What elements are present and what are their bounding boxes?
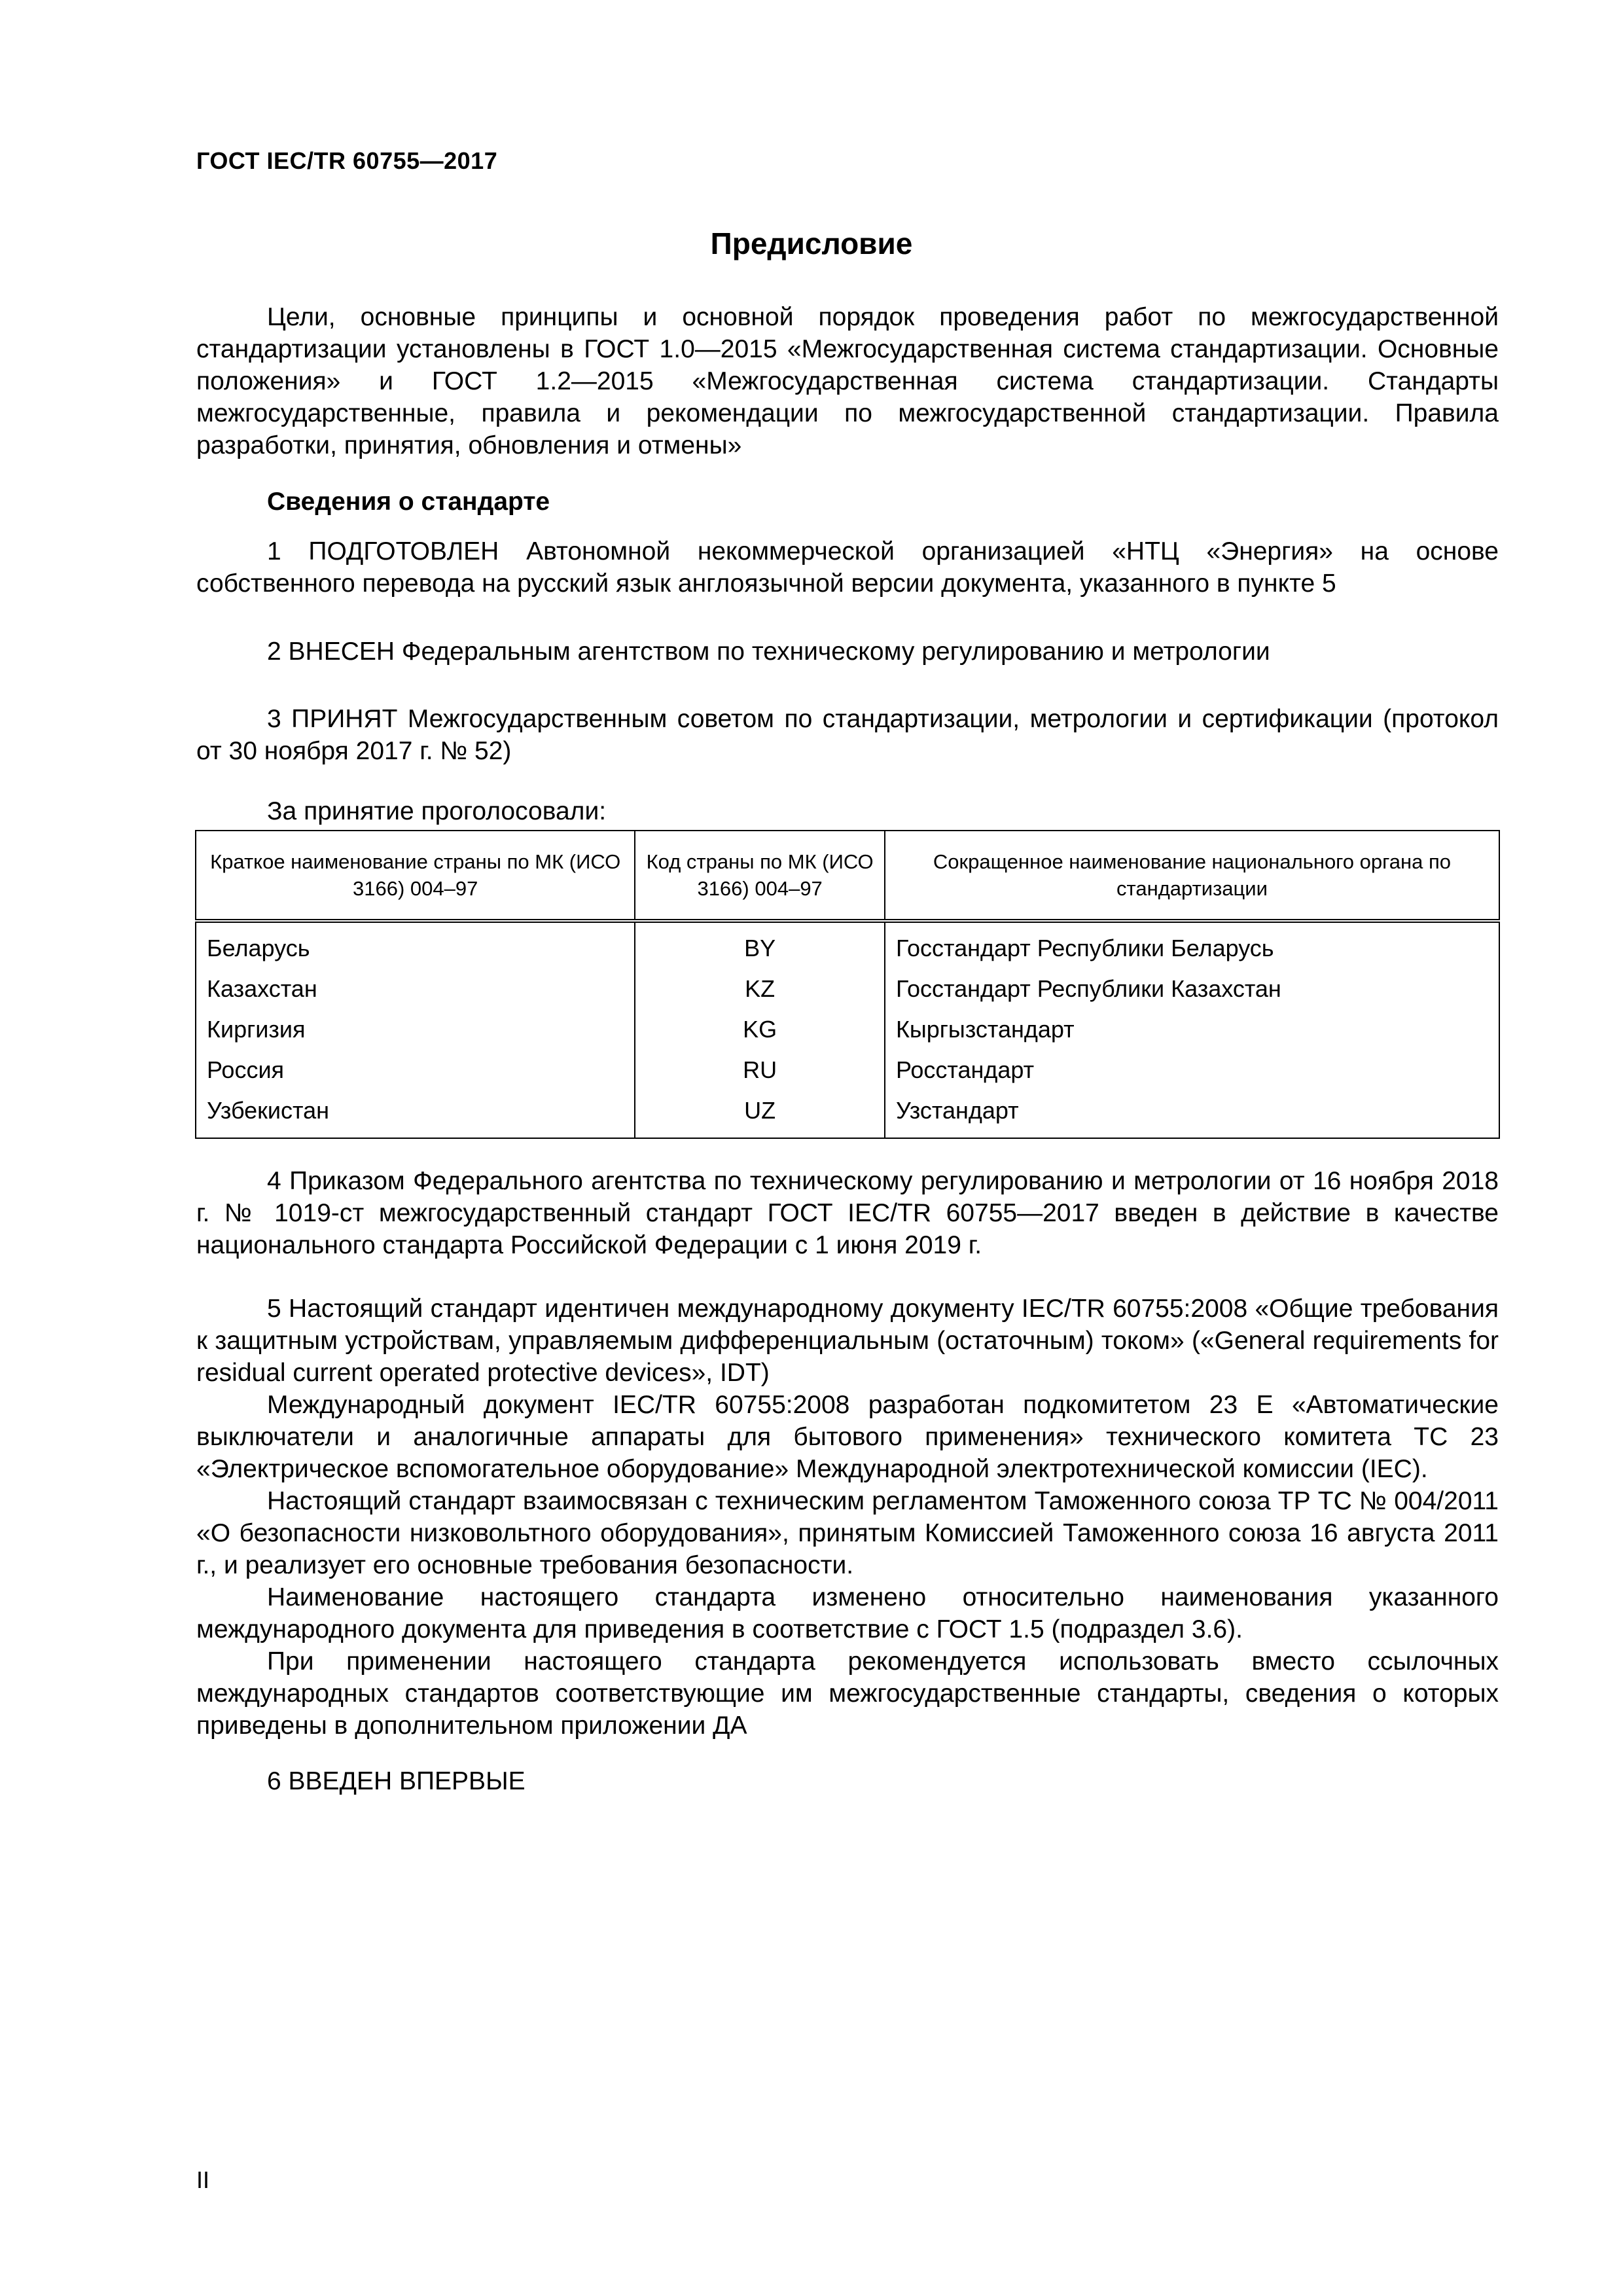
- country-cell: Узбекистан: [196, 1090, 635, 1138]
- item-5-block: [196, 1293, 1499, 1742]
- table-row: [196, 969, 1499, 1009]
- item-5-paragraph: 5 Настоящий стандарт идентичен международному документу IEC/TR 60755:2008 «Общие требования к защитным устройствам, управляемым дифференциальным (остаточным) током» («General requirements for residual current operated protective devices», IDT): [196, 1295, 1499, 1387]
- table-row: [196, 1050, 1499, 1090]
- page-number: II: [196, 2166, 210, 2193]
- document-code: ГОСТ IEC/TR 60755—2017: [196, 147, 498, 174]
- national-body-cell: Кыргызстандарт: [885, 1009, 1499, 1050]
- item-5-paragraph-title-change: Наименование настоящего стандарта изменено относительно наименования указанного международного документа для приведения в соответствие с ГОСТ 1.5 (подраздел 3.6).: [196, 1583, 1499, 1643]
- country-code-cell: KG: [635, 1009, 885, 1050]
- vote-intro: За принятие проголосовали:: [267, 797, 607, 825]
- table-row: [196, 1090, 1499, 1138]
- country-code-cell: BY: [635, 921, 885, 969]
- item-5-paragraph-references: При применении настоящего стандарта рекомендуется использовать вместо ссылочных международных стандартов соответствующие им межгосударственные стандарты, сведения о которых приведены в дополнительном приложении ДА: [196, 1647, 1499, 1740]
- table-row: [196, 921, 1499, 969]
- item-3-block: [196, 703, 1499, 767]
- table-header-row: [196, 831, 1499, 921]
- national-body-cell: Госстандарт Республики Беларусь: [885, 921, 1499, 969]
- country-code-cell: RU: [635, 1050, 885, 1090]
- item-2-paragraph: 2 ВНЕСЕН Федеральным агентством по техническому регулированию и метрологии: [267, 637, 1270, 666]
- national-body-cell: Росстандарт: [885, 1050, 1499, 1090]
- country-cell: Киргизия: [196, 1009, 635, 1050]
- item-4-block: [196, 1165, 1499, 1261]
- item-6-paragraph: 6 ВВЕДЕН ВПЕРВЫЕ: [267, 1767, 526, 1795]
- country-code-cell: UZ: [635, 1090, 885, 1138]
- table-header-cell: Краткое наименование страны по МК (ИСО 3166) 004–97: [196, 831, 635, 921]
- table-header-cell: Код страны по МК (ИСО 3166) 004–97: [635, 831, 885, 921]
- national-body-cell: Госстандарт Республики Казахстан: [885, 969, 1499, 1009]
- table-row: [196, 1009, 1499, 1050]
- voting-table: [195, 830, 1500, 1139]
- intro-block: [196, 301, 1499, 461]
- country-cell: Казахстан: [196, 969, 635, 1009]
- info-heading: Сведения о стандарте: [267, 488, 550, 516]
- page-title: Предисловие: [710, 226, 913, 260]
- national-body-cell: Узстандарт: [885, 1090, 1499, 1138]
- item-1-paragraph: 1 ПОДГОТОВЛЕН Автономной некоммерческой организацией «НТЦ «Энергия» на основе собственного перевода на русский язык англоязычной версии документа, указанного в пункте 5: [196, 537, 1499, 598]
- country-cell: Беларусь: [196, 921, 635, 969]
- country-cell: Россия: [196, 1050, 635, 1090]
- item-3-paragraph: 3 ПРИНЯТ Межгосударственным советом по стандартизации, метрологии и сертификации (протокол от 30 ноября 2017 г. № 52): [196, 705, 1499, 765]
- intro-paragraph: Цели, основные принципы и основной порядок проведения работ по межгосударственной стандартизации установлены в ГОСТ 1.0—2015 «Межгосударственная система стандартизации. Основные положения» и ГОСТ 1.2—2015 «Межгосударственная система стандартизации. Стандарты межгосударственные, правила и рекомендации по межгосударственной стандартизации. Правила разработки, принятия, обновления и отмены»: [196, 303, 1499, 459]
- item-4-paragraph: 4 Приказом Федерального агентства по техническому регулированию и метрологии от 16 ноября 2018 г. № 1019-ст межгосударственный стандарт ГОСТ IEC/TR 60755—2017 введен в действие в качестве национального стандарта Российской Федерации с 1 июня 2019 г.: [196, 1167, 1499, 1259]
- country-code-cell: KZ: [635, 969, 885, 1009]
- item-5-paragraph-regulation: Настоящий стандарт взаимосвязан с техническим регламентом Таможенного союза ТР ТС № 004/2011 «О безопасности низковольтного оборудования», принятым Комиссией Таможенного союза 16 августа 2011 г., и реализует его основные требования безопасности.: [196, 1487, 1499, 1579]
- table-header-cell: Сокращенное наименование национального органа по стандартизации: [885, 831, 1499, 921]
- item-1-block: [196, 535, 1499, 600]
- item-5-paragraph-iec: Международный документ IEC/TR 60755:2008 разработан подкомитетом 23 Е «Автоматические выключатели и аналогичные аппараты для бытового применения» технического комитета ТС 23 «Электрическое вспомогательное оборудование» Международной электротехнической комиссии (IEC).: [196, 1391, 1499, 1483]
